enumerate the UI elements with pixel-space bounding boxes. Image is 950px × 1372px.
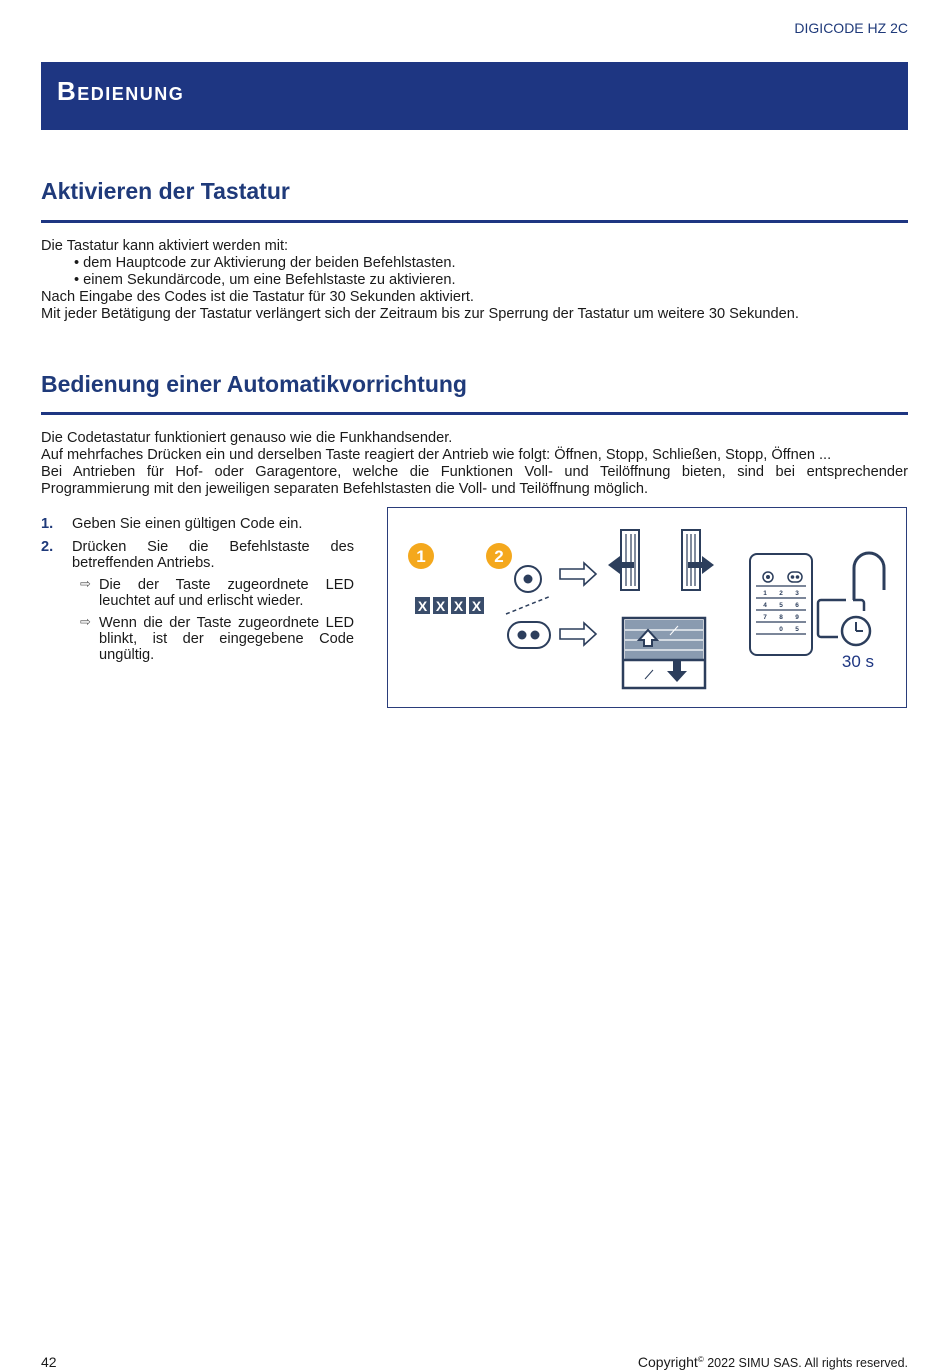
- single-dot-button-icon: [515, 566, 541, 592]
- swing-gate-icon: [608, 530, 714, 590]
- step-badge-2: [486, 543, 512, 569]
- svg-text:X: X: [417, 598, 428, 614]
- section1-text: [41, 238, 908, 323]
- step-text: Drücken Sie die Befehlstaste des betreffenden Antriebs.: [72, 539, 354, 571]
- paragraph: Bei Antrieben für Hof- oder Garagentore, welche die Funktionen Voll- und Teilöffnung bieten, sind bei entsprechender Programmierung mit den jeweiligen separaten Befehlstasten die Voll- und Teilöffnung möglich.: [41, 464, 908, 497]
- svg-text:X: X: [471, 598, 482, 614]
- step-item: [41, 539, 354, 663]
- svg-text:2: 2: [494, 547, 504, 566]
- svg-text:2: 2: [779, 590, 783, 597]
- section-title-keyboard-activation: Aktivieren der Tastatur: [41, 178, 290, 204]
- result-item: [72, 577, 354, 609]
- svg-text:1: 1: [416, 547, 426, 566]
- instruction-steps: [41, 516, 354, 670]
- section-title-automation-operation: Bedienung einer Automatikvorrichtung: [41, 371, 467, 397]
- chapter-title: Bedienung: [57, 76, 185, 106]
- svg-text:X: X: [453, 598, 464, 614]
- paragraph: Die Codetastatur funktioniert genauso wie die Funkhandsender.: [41, 430, 453, 446]
- step-item: [41, 516, 354, 532]
- paragraph: Nach Eingabe des Codes ist die Tastatur für 30 Sekunden aktiviert.: [41, 289, 474, 305]
- copyright-mark: ©: [697, 1354, 704, 1364]
- outline-arrow-right-icon: [560, 623, 596, 645]
- copyright-label: Copyright: [637, 1354, 698, 1370]
- step-number: 2.: [41, 539, 54, 555]
- keypad-remote-icon: [750, 554, 812, 655]
- step-text: Geben Sie einen gültigen Code ein.: [72, 516, 303, 532]
- paragraph: Mit jeder Betätigung der Tastatur verlängert sich der Zeitraum bis zur Sperrung der Tastatur um weitere 30 Sekunden.: [41, 306, 799, 322]
- svg-text:6: 6: [795, 602, 799, 609]
- double-dot-button-icon: [508, 622, 550, 648]
- copyright-notice: [638, 1354, 908, 1370]
- section-rule: [41, 220, 908, 223]
- result-item: [72, 615, 354, 663]
- page-number: 42: [41, 1354, 57, 1370]
- timer-label: 30 s: [841, 652, 875, 671]
- result-text: Die der Taste zugeordnete LED leuchtet auf und erlischt wieder.: [99, 577, 354, 609]
- paragraph: Die Tastatur kann aktiviert werden mit:: [41, 238, 289, 254]
- outline-arrow-right-icon: ⇨: [80, 614, 91, 629]
- illustration-svg: [388, 508, 906, 707]
- chapter-banner: [41, 62, 908, 130]
- section-rule: [41, 412, 908, 415]
- svg-text:3: 3: [795, 590, 799, 597]
- step-badge-1: [408, 543, 434, 569]
- svg-text:7: 7: [763, 614, 767, 621]
- result-text: Wenn die der Taste zugeordnete LED blinkt, ist der eingegebene Code ungültig.: [99, 615, 354, 663]
- code-entry-keys: [415, 597, 484, 614]
- svg-text:9: 9: [795, 614, 799, 621]
- bullet-item: • einem Sekundärcode, um eine Befehlstaste zu aktivieren.: [74, 272, 456, 288]
- dashed-divider: [506, 596, 551, 614]
- svg-text:X: X: [435, 598, 446, 614]
- section2-text: [41, 430, 908, 498]
- copyright-text: 2022 SIMU SAS. All rights reserved.: [707, 1356, 908, 1370]
- document-id: DIGICODE HZ 2C: [794, 20, 908, 36]
- svg-text:4: 4: [763, 602, 767, 609]
- step-number: 1.: [41, 516, 54, 532]
- svg-text:5: 5: [795, 626, 799, 633]
- outline-arrow-right-icon: ⇨: [80, 576, 91, 591]
- svg-text:8: 8: [779, 614, 783, 621]
- svg-text:5: 5: [779, 602, 783, 609]
- operation-illustration: [387, 507, 907, 708]
- outline-arrow-right-icon: [560, 563, 596, 585]
- garage-door-icon: [623, 618, 705, 688]
- bullet-item: • dem Hauptcode zur Aktivierung der beiden Befehlstasten.: [74, 255, 456, 271]
- svg-text:1: 1: [763, 590, 767, 597]
- svg-text:0: 0: [779, 626, 783, 633]
- paragraph: Auf mehrfaches Drücken ein und derselben Taste reagiert der Antrieb wie folgt: Öffnen, Stopp, Schließen, Stopp, Öffnen ...: [41, 447, 832, 463]
- open-padlock-timer-icon: [818, 553, 884, 671]
